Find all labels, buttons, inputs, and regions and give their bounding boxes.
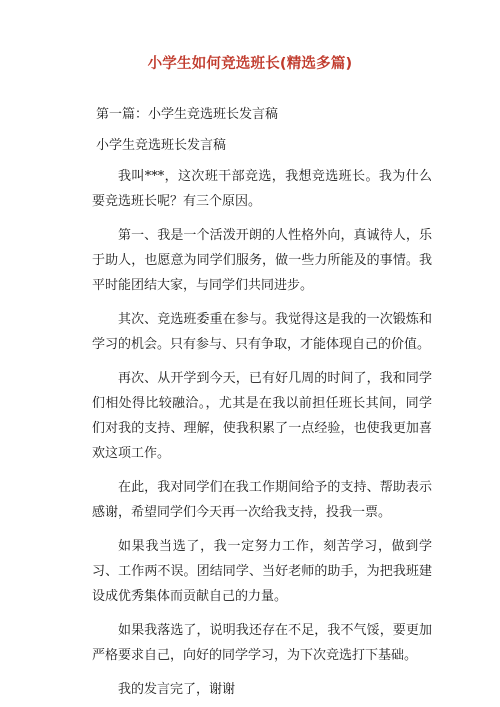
document-title: 小学生如何竞选班长(精选多篇) <box>147 56 353 72</box>
section-heading: 第一篇：小学生竞选班长发言稿 <box>96 107 279 122</box>
paragraph: 再次、从开学到今天，已有好几周的时间了，我和同学们相处得比较融洽。，尤其是在我以前担任班长其间，同学们对我的支持、理解，使我积累了一点经验，也使我更加喜欢这项工作。 <box>92 371 432 461</box>
paragraph: 第一、我是一个活泼开朗的人性格外向，真诚待人，乐于助人，也愿意为同学们服务，做一些力所能及的事情。我平时能团结大家，与同学们共同进步。 <box>92 228 432 293</box>
closing-paragraph: 我的发言完了，谢谢 <box>118 682 236 697</box>
paragraph: 在此，我对同学们在我工作期间给予的支持、帮助表示感谢，希望同学们今天再一次给我支持，投我一票。 <box>92 480 432 520</box>
speech-subheading: 小学生竞选班长发言稿 <box>96 138 227 153</box>
paragraph: 如果我落选了，说明我还存在不足，我不气馁，要更加严格要求自己，向好的同学学习，为下次竞选打下基础。 <box>92 623 432 663</box>
paragraph: 我叫***，这次班干部竞选，我想竞选班长。我为什么要竞选班长呢？有三个原因。 <box>92 169 432 209</box>
paragraph: 如果我当选了，我一定努力工作，刻苦学习，做到学习、工作两不误。团结同学、当好老师的助手，为把我班建设成优秀集体而贡献自己的力量。 <box>92 539 432 604</box>
document-body <box>92 102 432 702</box>
paragraph: 其次、竞选班委重在参与。我觉得这是我的一次锻炼和学习的机会。只有参与、只有争取，才能体现自己的价值。 <box>92 312 432 352</box>
